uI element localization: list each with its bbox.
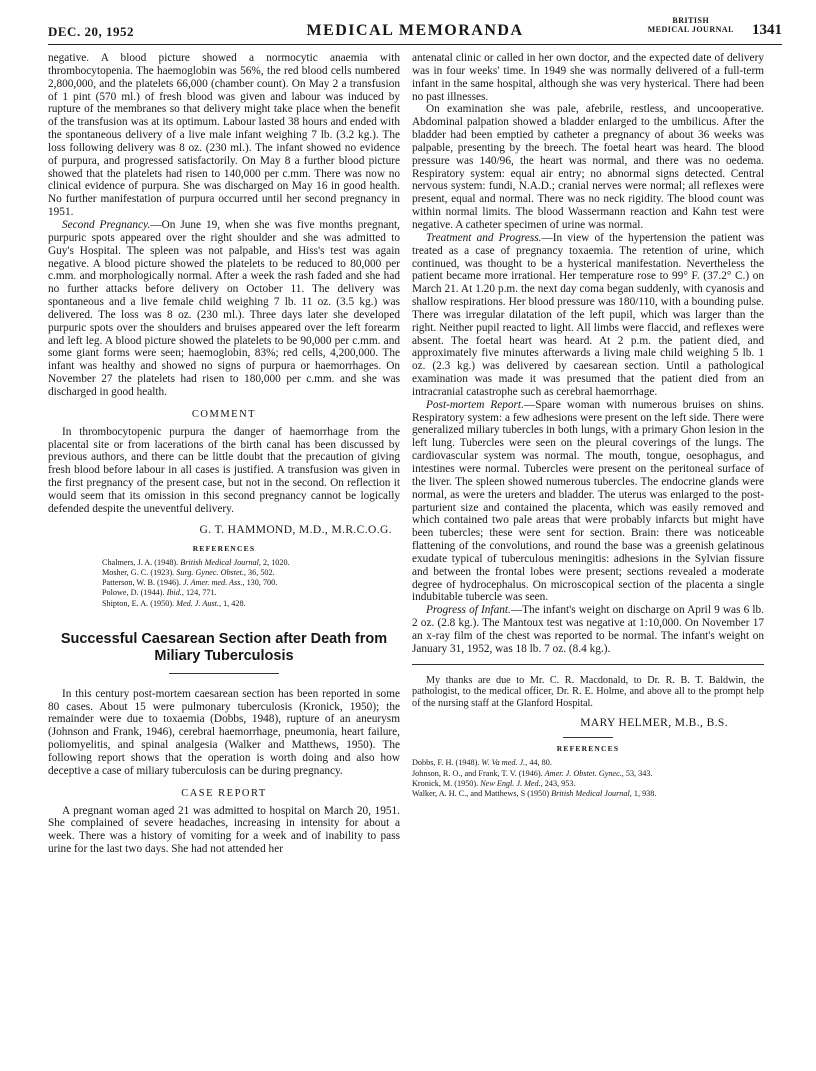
paragraph: antenatal clinic or called in her own doctor, and the expected date of delivery was in four weeks' time. In 1949 she was normally delivered of a full-term infant in the same hospital, although she was very hysterical. There had been no past illnesses. xyxy=(412,52,764,103)
title-rule xyxy=(169,673,279,674)
section-title: MEDICAL MEMORANDA xyxy=(306,22,524,39)
reference-item: Chalmers, J. A. (1948). British Medical Journal, 2, 1020. xyxy=(102,557,290,567)
reference-item: Mosher, G. C. (1923). Surg. Gynec. Obstet., 36, 502. xyxy=(102,567,275,577)
paragraph: A pregnant woman aged 21 was admitted to hospital on March 20, 1951. She complained of severe headaches, increasing in intensity for about a week. There was a history of vomiting for a week and of inability to pass urine for the last two days. She had not attended her xyxy=(48,804,400,856)
reference-item: Dobbs, F. H. (1948). W. Va med. J., 44, 80. xyxy=(412,758,552,768)
references-heading: REFERENCES xyxy=(556,744,620,754)
references-heading: REFERENCES xyxy=(192,543,256,553)
paragraph xyxy=(412,232,764,399)
reference-item: Johnson, R. O., and Frank, T. V. (1946). Amer. J. Obstet. Gynec., 53, 343. xyxy=(412,768,653,778)
paragraph-lead: Treatment and Progress. xyxy=(426,231,542,244)
page-number: 1341 xyxy=(752,22,782,38)
paragraph: In this century post-mortem caesarean section has been reported in some 80 cases. About 15 were pulmonary tuberculosis (Kronick, 1950); the remainder were due to toxaemia (Dobbs, 1948), rupture of an aneurysm (Johnson and Frank, 1946), cerebral haemorrhage, pneumonia, heart failure, poliomyelitis, and spinal analgesia (Walker and Matthews, 1950). The following report shows that the operation is worth doing and also how deceptive a case of miliary tuberculosis can be during pregnancy. xyxy=(48,687,400,777)
article-title: Successful Caesarean Section after Death from Miliary Tuberculosis xyxy=(60,630,388,664)
author-signature: G. T. HAMMOND, M.D., M.R.C.O.G. xyxy=(199,523,392,536)
paragraph: On examination she was pale, afebrile, restless, and uncooperative. Abdominal palpation showed a bladder enlarged to the umbilicus. After the bladder had been emptied by catheter a pregnancy of about 36 weeks was palpable, presenting by the breech. The foetal heart was heard. The blood pressure was 140/96, the heart was normal, and there was no oedema. Respiratory system: equal air entry; no abnormal signs detected. Central nervous system: fundi, N.A.D.; cranial nerves were normal; all reflexes were present, equal and normal. There was no neck rigidity. The blood count was within normal limits. The blood Wassermann reaction and Kahn test were negative. A catheter specimen of urine was normal. xyxy=(412,103,764,231)
paragraph-body: —Spare woman with numerous bruises on shins. Respiratory system: a few adhesions were present on the left side. There were generalized miliary tubercles in both lungs, with a primary Ghon lesion in the left lung. Tubercles were seen on the pleural coverings of the lungs. The cardiovascular system was normal. The mouth, tongue, oesophagus, and intestines were normal. Tubercles were present on the peritoneal surface of the liver. The spleen showed numerous tubercles. The endocrine glands were normal, as were the ureters and bladder. The uterus was enlarged to the post-parturient size and contained the placenta, which was easily removed and which contained two pale areas that were probably infarcts but might have been tubercles; these were sent for section. Brain: there was noticeable flattening of the convolutions, and round the base was a greenish gelatinous exudate typical of tuberculous meningitis: adhesions in the Sylvian fissure and between the frontal lobes were present; sections revealed a moderate degree of hydrocephalus. On microscopical section of the placenta a single indubitable tubercle was seen. xyxy=(412,398,764,604)
page-header xyxy=(48,14,782,45)
references-rule xyxy=(563,737,613,738)
paragraph xyxy=(412,399,764,605)
reference-item: Shipton, E. A. (1950). Med. J. Aust., 1, 428. xyxy=(102,598,246,608)
reference-item: Polowe, D. (1944). Ibid., 124, 771. xyxy=(102,588,217,598)
journal-name-line2: MEDICAL JOURNAL xyxy=(647,25,734,34)
issue-date: DEC. 20, 1952 xyxy=(48,24,134,39)
paragraph-lead: Post-mortem Report. xyxy=(426,398,524,411)
section-divider xyxy=(412,664,764,665)
paragraph-lead: Progress of Infant. xyxy=(426,604,511,617)
paragraph-body: —The infant's weight on discharge on April 9 was 6 lb. 2 oz. (2.8 kg.). The Mantoux test was negative at 1:10,000. On November 17 an x-ray film of the chest was reported to be normal. The infant's weight on January 31, 1952, was 18 lb. 7 oz. (8.4 kg.). xyxy=(412,604,764,655)
case-report-heading: CASE REPORT xyxy=(181,787,267,799)
reference-item: Walker, A. H. C., and Matthews, S (1950) British Medical Journal, 1, 938. xyxy=(412,789,657,799)
paragraph xyxy=(48,219,400,399)
paragraph-body: —In view of the hypertension the patient was treated as a case of pregnancy toxaemia. The retention of urine, which continued, was thought to be a hysterical manifestation. Nevertheless the patient became more irrational. Her temperature rose to 99° F. (37.2° C.) on March 21. At 1.20 p.m. the next day coma began suddenly, with cyanosis and shallow respirations. Her blood pressure was 180/110, with a bounding pulse. There was irregular dilatation of the left pupil, which was larger than the right. Neither pupil reacted to light. All limbs were flaccid, and reflexes were absent. The foetal heart was heard. At 2 p.m. the patient died, and approximately five minutes afterwards a living male child weighing 5 lb. 1 oz. (2.3 kg.) was delivered by caesarean section. Until a pathological examination was made it was presumed that the patient died from an intracranial catastrophe such as cerebral haemorrhage. xyxy=(412,231,764,398)
author-signature: MARY HELMER, M.B., B.S. xyxy=(580,717,728,730)
right-column xyxy=(412,52,764,799)
reference-list xyxy=(48,558,400,609)
journal-name-line1: BRITISH xyxy=(672,16,710,25)
journal-name xyxy=(648,16,734,34)
reference-list xyxy=(412,758,764,799)
paragraph: In thrombocytopenic purpura the danger of haemorrhage from the placental site or from lacerations of the birth canal has been discussed by previous authors, and there can be little doubt that the precaution of giving fresh blood before labour in all cases is justified. A transfusion was given in the first pregnancy of the present case, but not in the second. On reflection it would seem that its omission in this second pregnancy cannot be logically defended despite the uneventful delivery. xyxy=(48,425,400,515)
paragraph: negative. A blood picture showed a normocytic anaemia with thrombocytopenia. The haemoglobin was 56%, the red blood cells numbered 2,800,000, and the platelets 66,000 (chamber count). On May 2 a transfusion of 1 pint (570 ml.) of fresh blood was given and labour was induced by rupture of the membranes so that delivery might take place when the benefit of the transfusion was at its optimum. Labour lasted 38 hours and ended with the spontaneous delivery of a live male infant weighing 7 lb. (3.2 kg.). The loss following delivery was 8 oz. (230 ml.). The infant showed no evidence of purpura, and progressed satisfactorily. On May 8 a further blood picture showed that the platelets had risen to 140,000 per c.mm. There was now no clinical evidence of purpura. She was discharged on May 16 in good health. No further manifestation of purpura occurred until her second pregnancy in 1951. xyxy=(48,52,400,219)
paragraph-body: —On June 19, when she was five months pregnant, purpuric spots appeared over the right shoulder and she was admitted to Guy's Hospital. The spleen was not palpable, and Hiss's test was again negative. A blood picture showed the platelets to be reduced to 80,000 per c.mm. and morphologically normal. After a week the rash faded and she had no further attacks before delivery on October 11. The delivery was spontaneous and a live female child weighing 7 lb. 11 oz. (3.5 kg.) was delivered. The loss was 8 oz. (230 ml.). Three days later she developed purpuric spots over the shoulders and bruises appeared over the left forearm and left leg. A blood picture showed the platelets to be 90,000 per c.mm. and some giant forms were seen; haemoglobin, 83%; red cells, 4,200,000. The infant was healthy and showed no signs of purpura or haemorrhages. On November 27 the platelets had risen to 180,000 per c.mm. and she was discharged in good health. xyxy=(48,218,400,398)
paragraph-lead: Second Pregnancy. xyxy=(62,218,151,231)
paragraph xyxy=(412,604,764,655)
left-column xyxy=(48,52,400,856)
acknowledgements: My thanks are due to Mr. C. R. Macdonald, to Dr. R. B. T. Baldwin, the pathologist, to the medical officer, Dr. R. E. Holme, and above all to the prompt help of the nursing staff at the Glanford Hospital. xyxy=(412,674,764,709)
reference-item: Kronick, M. (1950). New Engl. J. Med., 243, 953. xyxy=(412,778,576,788)
comment-heading: COMMENT xyxy=(191,408,257,420)
reference-item: Patterson, W. B. (1946). J. Amer. med. Ass., 130, 700. xyxy=(102,578,278,588)
